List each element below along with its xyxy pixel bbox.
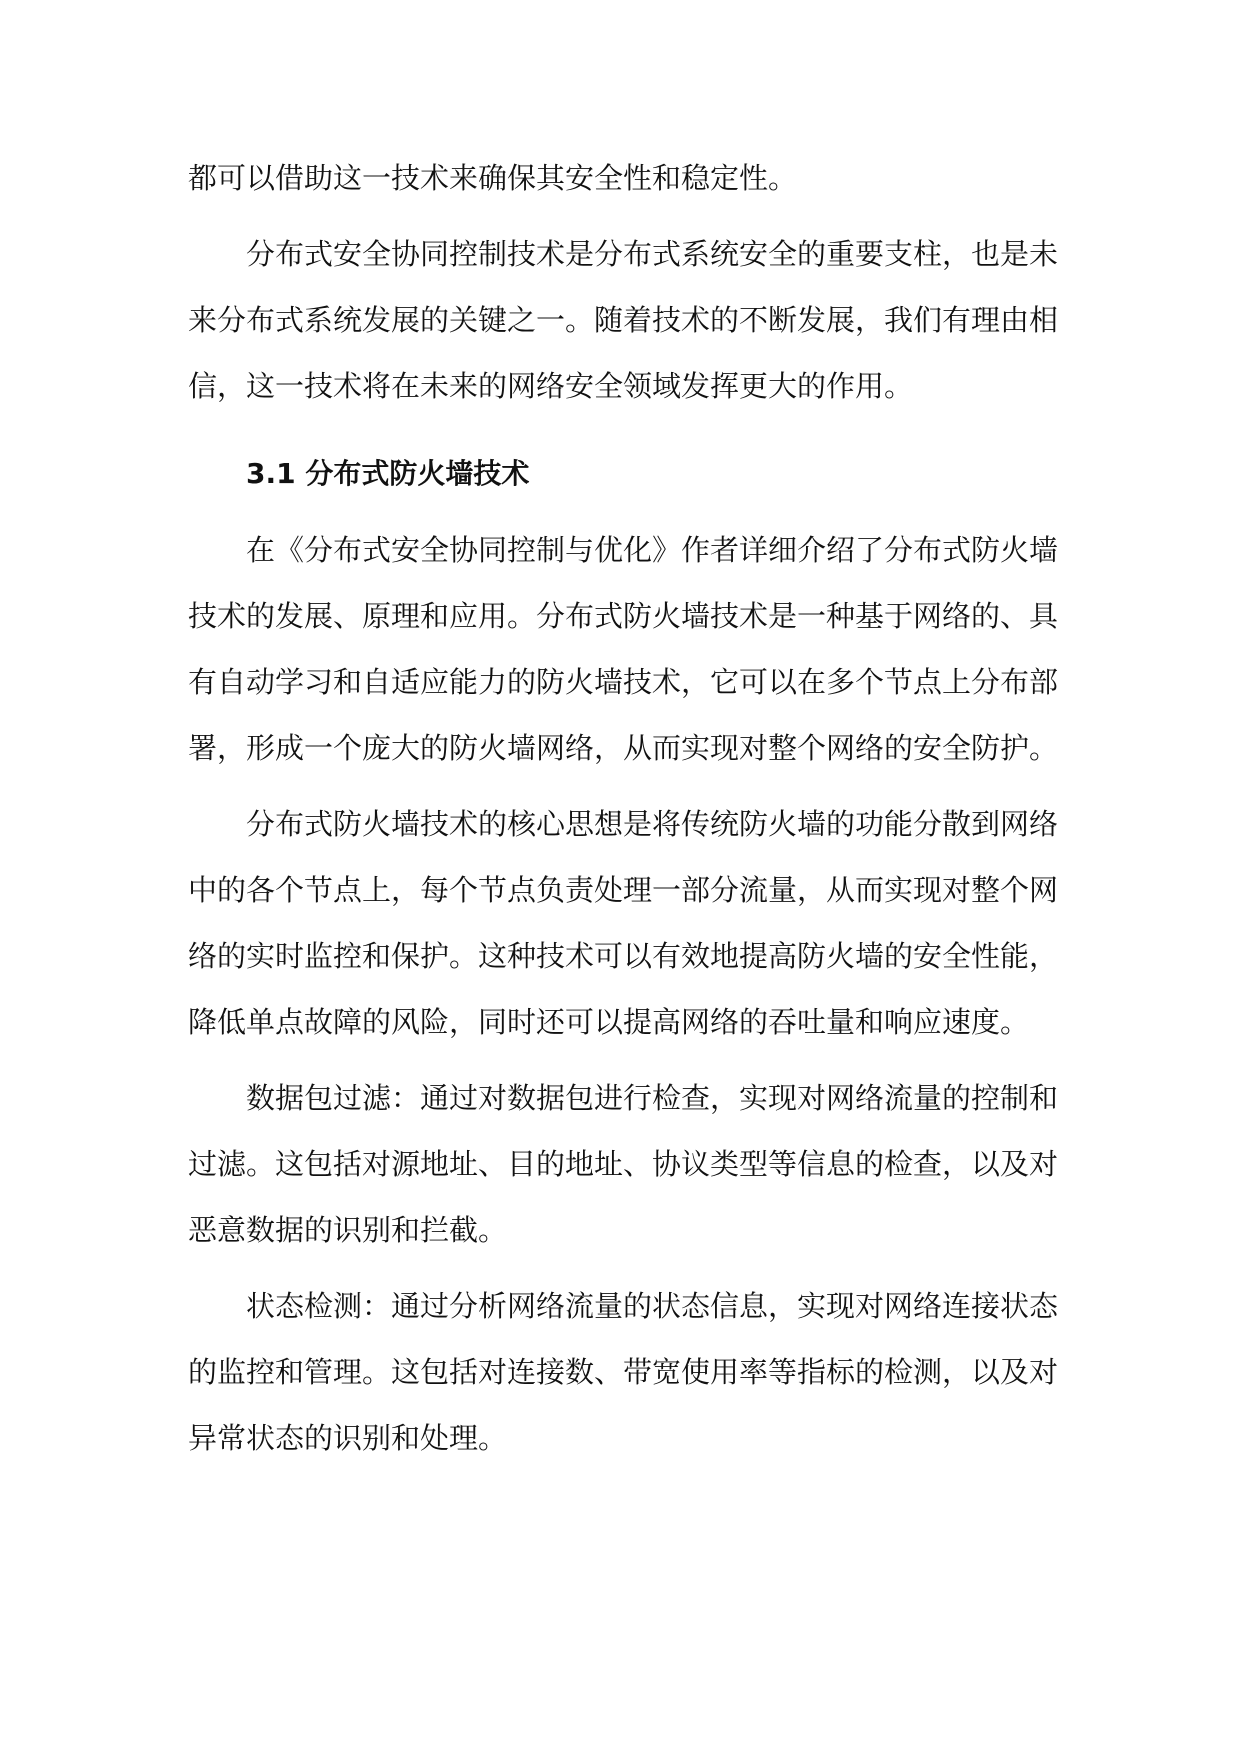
paragraph-continuation: 都可以借助这一技术来确保其安全性和稳定性。 [188, 161, 798, 195]
paragraph-summary: 分布式安全协同控制技术是分布式系统安全的重要支柱，也是未来分布式系统发展的关键之一。随着技术的不断发展，我们有理由相信，这一技术将在未来的网络安全领域发挥更大的作用。 [188, 237, 1059, 403]
paragraph-core-idea: 分布式防火墙技术的核心思想是将传统防火墙的功能分散到网络中的各个节点上，每个节点负责处理一部分流量，从而实现对整个网络的实时监控和保护。这种技术可以有效地提高防火墙的安全性能，降低单点故障的风险，同时还可以提高网络的吞吐量和响应速度。 [188, 807, 1059, 1039]
paragraph-state-detection: 状态检测：通过分析网络流量的状态信息，实现对网络连接状态的监控和管理。这包括对连接数、带宽使用率等指标的检测，以及对异常状态的识别和处理。 [188, 1289, 1059, 1455]
document-body [188, 145, 1058, 1481]
paragraph-packet-filtering: 数据包过滤：通过对数据包进行检查，实现对网络流量的控制和过滤。这包括对源地址、目的地址、协议类型等信息的检查，以及对恶意数据的识别和拦截。 [188, 1081, 1059, 1247]
paragraph-intro: 在《分布式安全协同控制与优化》作者详细介绍了分布式防火墙技术的发展、原理和应用。分布式防火墙技术是一种基于网络的、具有自动学习和自适应能力的防火墙技术，它可以在多个节点上分布部署，形成一个庞大的防火墙网络，从而实现对整个网络的安全防护。 [188, 533, 1059, 765]
section-heading: 3.1 分布式防火墙技术 [246, 457, 530, 490]
